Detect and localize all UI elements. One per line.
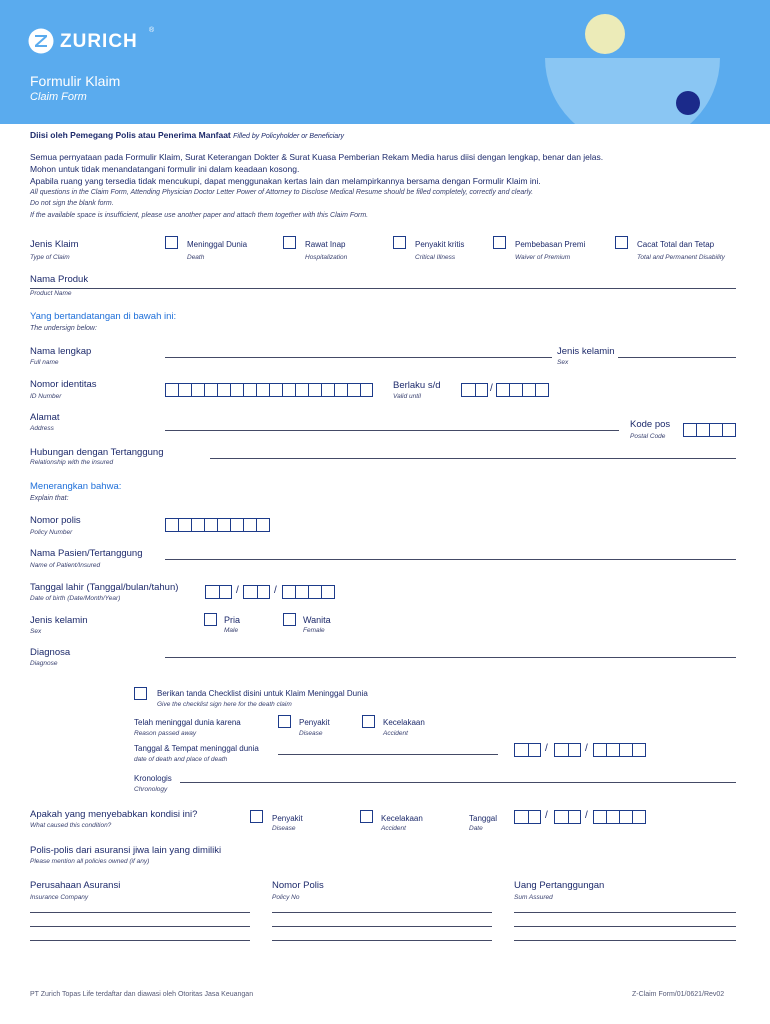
filled-by-id: Diisi oleh Pemegang Polis atau Penerima Manfaat	[30, 130, 231, 140]
policy-no-en: Policy No	[272, 894, 300, 901]
death-claim-en: Give the checklist sign here for the death claim	[157, 701, 292, 708]
intro-line-2: Mohon untuk tidak menandatangani formulir ini dalam keadaan kosong.	[30, 164, 300, 174]
insurance-company-label: Perusahaan Asuransi	[30, 880, 121, 891]
zurich-logo-icon	[28, 28, 54, 54]
explain-heading: Menerangkan bahwa:	[30, 481, 122, 492]
sum-assured-line-2[interactable]	[514, 926, 736, 927]
header-decoration	[0, 0, 770, 124]
policy-number-en: Policy Number	[30, 529, 73, 536]
sex-label: Jenis kelamin	[557, 346, 615, 357]
full-name-line[interactable]	[165, 357, 552, 358]
postal-code-label: Kode pos	[630, 419, 671, 430]
patient-sex-en: Sex	[30, 628, 42, 635]
valid-year-boxes[interactable]	[496, 383, 549, 397]
cause-month-boxes[interactable]	[554, 810, 581, 824]
death-disease-label: Penyakit	[299, 718, 330, 727]
filled-by	[30, 130, 344, 140]
death-accident-en: Accident	[383, 730, 408, 737]
male-en: Male	[224, 627, 239, 634]
cause-en: What caused this condition?	[30, 822, 112, 829]
cause-accident-en: Accident	[381, 825, 406, 832]
female-label: Wanita	[303, 615, 331, 625]
claim-critical-en: Critical Illness	[415, 254, 456, 261]
registered-mark: ®	[149, 27, 155, 34]
claim-hospitalization-en: Hospitalization	[305, 254, 348, 261]
place-date-label: Tanggal & Tempat meninggal dunia	[134, 744, 259, 753]
relationship-line[interactable]	[210, 458, 736, 459]
header-banner	[0, 0, 770, 124]
relationship-en: Relationship with the insured	[30, 459, 114, 466]
undersigned-heading-en: The undersign below:	[30, 325, 97, 332]
claim-disability-label: Cacat Total dan Tetap	[637, 240, 715, 249]
dob-label: Tanggal lahir (Tanggal/bulan/tahun)	[30, 582, 179, 593]
insurance-company-en: Insurance Company	[30, 894, 89, 901]
patient-name-line[interactable]	[165, 559, 736, 560]
claim-critical-checkbox[interactable]	[393, 236, 406, 249]
sum-assured-en: Sum Assured	[514, 894, 553, 901]
policies-heading-en: Please mention all policies owned (if any)	[30, 858, 150, 865]
full-name-en: Full name	[30, 359, 59, 366]
chronology-en: Chronology	[134, 786, 168, 793]
company-line-2[interactable]	[30, 926, 250, 927]
patient-sex-label: Jenis kelamin	[30, 615, 88, 626]
death-accident-checkbox[interactable]	[362, 715, 375, 728]
death-disease-checkbox[interactable]	[278, 715, 291, 728]
policy-no-label: Nomor Polis	[272, 880, 324, 891]
place-date-en: date of death and place of death	[134, 756, 228, 763]
sum-assured-line-1[interactable]	[514, 912, 736, 913]
footer-form-code: Z-Claim Form/01/0621/Rev02	[632, 991, 725, 998]
policy-no-line-3[interactable]	[272, 940, 492, 941]
undersigned-heading: Yang bertandatangan di bawah ini:	[30, 311, 177, 322]
address-label: Alamat	[30, 412, 60, 423]
claim-hospitalization-checkbox[interactable]	[283, 236, 296, 249]
claim-death-checkbox[interactable]	[165, 236, 178, 249]
claim-waiver-checkbox[interactable]	[493, 236, 506, 249]
cause-label: Apakah yang menyebabkan kondisi ini?	[30, 809, 198, 820]
patient-name-en: Name of Patient/Insured	[30, 562, 101, 569]
passed-en: Reason passed away	[134, 730, 197, 737]
postal-code-boxes[interactable]	[683, 423, 736, 437]
company-line-3[interactable]	[30, 940, 250, 941]
intro-line-3: Apabila ruang yang tersedia tidak mencukupi, dapat menggunakan kertas lain dan melampirkannya bersama dengan Formulir Klaim ini.	[30, 176, 541, 186]
cause-disease-label: Penyakit	[272, 814, 303, 823]
death-year-boxes[interactable]	[593, 743, 646, 757]
product-label-en: Product Name	[30, 290, 72, 297]
diagnosis-line[interactable]	[165, 657, 736, 658]
female-checkbox[interactable]	[283, 613, 296, 626]
policies-heading: Polis-polis dari asuransi jiwa lain yang dimiliki	[30, 845, 222, 856]
death-claim-checkbox[interactable]	[134, 687, 147, 700]
claim-critical-label: Penyakit kritis	[415, 240, 465, 249]
sum-assured-line-3[interactable]	[514, 940, 736, 941]
valid-until-en: Valid until	[393, 393, 421, 400]
claim-waiver-en: Waiver of Premium	[515, 254, 571, 261]
full-name-label: Nama lengkap	[30, 346, 92, 357]
id-number-label: Nomor identitas	[30, 379, 97, 390]
product-line[interactable]	[30, 288, 736, 289]
valid-until-label: Berlaku s/d	[393, 380, 441, 391]
cause-date-label: Tanggal	[469, 814, 498, 823]
policy-number-boxes[interactable]	[165, 518, 270, 532]
death-claim-label: Berikan tanda Checklist disini untuk Klaim Meninggal Dunia	[157, 689, 368, 698]
death-month-boxes[interactable]	[554, 743, 581, 757]
cause-day-boxes[interactable]	[514, 810, 541, 824]
address-en: Address	[30, 425, 54, 432]
policy-number-label: Nomor polis	[30, 515, 81, 526]
dob-day-boxes[interactable]	[205, 585, 232, 599]
diagnosis-label: Diagnosa	[30, 647, 71, 658]
cause-accident-label: Kecelakaan	[381, 814, 423, 823]
company-line-1[interactable]	[30, 912, 250, 913]
place-of-death-line[interactable]	[278, 754, 498, 755]
claim-type-label: Jenis Klaim	[30, 239, 79, 250]
death-accident-label: Kecelakaan	[383, 718, 425, 727]
claim-death-label: Meninggal Dunia	[187, 240, 248, 249]
cause-disease-checkbox[interactable]	[250, 810, 263, 823]
intro-en-1: All questions in the Claim Form, Attending Physician Doctor Letter Power of Attorney to Disclose Medical Resume should be filled completely, correctly and clearly.	[30, 189, 534, 196]
postal-code-en: Postal Code	[630, 433, 666, 440]
policy-no-line-1[interactable]	[272, 912, 492, 913]
valid-month-boxes[interactable]	[461, 383, 488, 397]
dob-year-boxes[interactable]	[282, 585, 335, 599]
female-en: Female	[303, 627, 325, 634]
intro-en-3: If the available space is insufficient, please use another paper and attach them together with this Claim Form.	[30, 212, 369, 219]
death-day-boxes[interactable]	[514, 743, 541, 757]
footer-company: PT Zurich Topas Life terdaftar dan diawasi oleh Otoritas Jasa Keuangan	[30, 991, 254, 998]
address-line[interactable]	[165, 430, 619, 431]
claim-type-label-en: Type of Claim	[30, 254, 70, 261]
id-number-en: ID Number	[30, 393, 62, 400]
intro-line-1: Semua pernyataan pada Formulir Klaim, Surat Keterangan Dokter & Surat Kuasa Pemberian Rekam Media harus diisi dengan lengkap, benar dan jelas.	[30, 152, 604, 162]
cause-year-boxes[interactable]	[593, 810, 646, 824]
dob-month-boxes[interactable]	[243, 585, 270, 599]
relationship-label: Hubungan dengan Tertanggung	[30, 447, 164, 458]
male-label: Pria	[224, 615, 241, 625]
passed-label: Telah meninggal dunia karena	[134, 718, 241, 727]
sum-assured-label: Uang Pertanggungan	[514, 880, 605, 891]
claim-death-en: Death	[187, 254, 205, 261]
claim-disability-en: Total and Permanent Disability	[637, 254, 725, 261]
diagnosis-en: Diagnose	[30, 660, 58, 667]
form-subtitle: Claim Form	[30, 91, 87, 103]
explain-heading-en: Explain that:	[30, 495, 69, 502]
sex-en: Sex	[557, 359, 569, 366]
death-disease-en: Disease	[299, 730, 323, 737]
chronology-line[interactable]	[180, 782, 736, 783]
male-checkbox[interactable]	[204, 613, 217, 626]
policy-no-line-2[interactable]	[272, 926, 492, 927]
cause-date-en: Date	[469, 825, 483, 832]
product-label: Nama Produk	[30, 274, 89, 285]
claim-hospitalization-label: Rawat Inap	[305, 240, 346, 249]
id-number-boxes[interactable]	[165, 383, 373, 397]
dob-en: Date of birth (Date/Month/Year)	[30, 595, 121, 602]
claim-waiver-label: Pembebasan Premi	[515, 240, 586, 249]
claim-disability-checkbox[interactable]	[615, 236, 628, 249]
patient-name-label: Nama Pasien/Tertanggung	[30, 548, 143, 559]
chronology-label: Kronologis	[134, 774, 172, 783]
cause-accident-checkbox[interactable]	[360, 810, 373, 823]
intro-en-2: Do not sign the blank form.	[30, 200, 114, 207]
form-title: Formulir Klaim	[30, 73, 121, 89]
filled-by-en: Filled by Policyholder or Beneficiary	[233, 133, 345, 140]
sex-line[interactable]	[618, 357, 736, 358]
cause-disease-en: Disease	[272, 825, 296, 832]
brand-name: ZURICH	[60, 31, 138, 52]
